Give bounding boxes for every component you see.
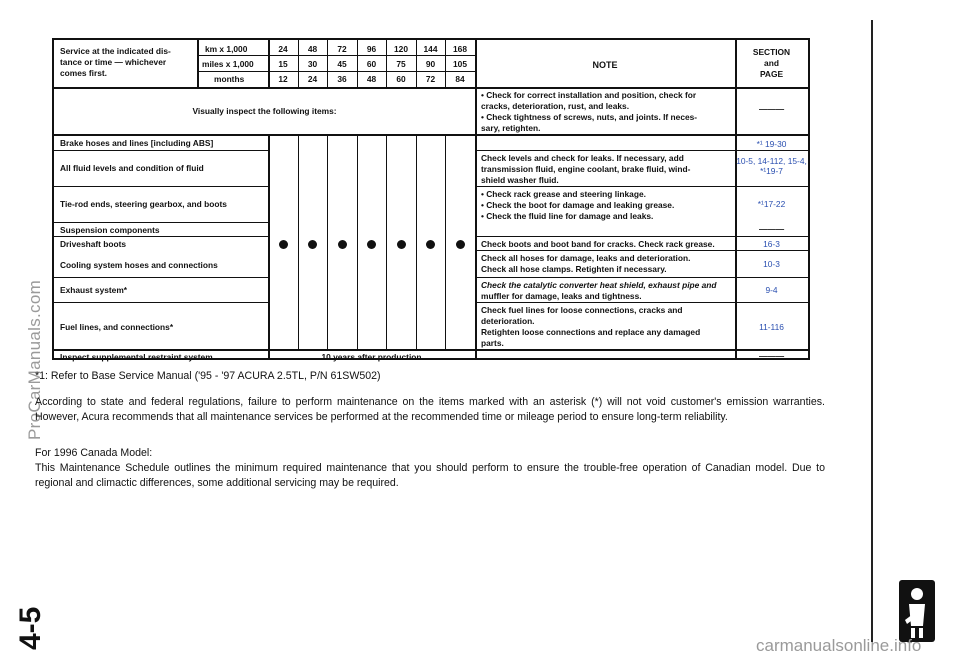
note-line: Check levels and check for leaks. If necessary, add [481, 153, 684, 163]
general-section-dash: ——— [758, 104, 785, 114]
km-value: 48 [307, 44, 318, 54]
km-value: 168 [453, 44, 467, 54]
watermark-carmanualsonline: carmanualsonline.info [756, 636, 922, 655]
miles-value: 90 [425, 59, 436, 69]
item-label: All fluid levels and condition of fluid [60, 163, 204, 173]
note-line: • Check rack grease and steering linkage. [481, 189, 646, 199]
service-dot [338, 240, 347, 249]
months-value: 48 [366, 74, 377, 84]
item-label: Tie-rod ends, steering gearbox, and boots [60, 199, 227, 209]
section-header-1: SECTION [752, 47, 791, 57]
note-line: shield washer fluid. [481, 175, 559, 185]
item-label: Fuel lines, and connections* [60, 322, 174, 332]
section-page: 10-3 [763, 259, 780, 269]
note-line: • Check the boot for damage and leaking grease. [481, 200, 675, 210]
note-line: deterioration. [481, 316, 535, 326]
service-dot [367, 240, 376, 249]
page-number: 4-5 [14, 606, 47, 650]
km-value: 144 [423, 44, 438, 54]
general-note-line: • Check for correct installation and position, check for [481, 90, 697, 100]
item-label: Cooling system hoses and connections [60, 260, 218, 270]
service-header-line-1: Service at the indicated dis- [60, 46, 171, 56]
item-label: Brake hoses and lines [including ABS] [60, 138, 214, 148]
section-page: ——— [758, 224, 785, 234]
months-value: 36 [337, 74, 347, 84]
note-line: transmission fluid, engine coolant, brake fluid, wind- [481, 164, 691, 174]
section-page: *¹17-22 [757, 199, 786, 209]
section-page: *¹ 19-30 [756, 139, 787, 149]
section-page: 11-116 [759, 322, 784, 332]
months-value: 84 [455, 74, 465, 84]
miles-value: 30 [307, 59, 318, 69]
section-header-2: and [764, 58, 779, 68]
months-value: 72 [425, 74, 436, 84]
item-label: Exhaust system* [60, 285, 128, 295]
section-page: 16-3 [763, 239, 780, 249]
section-page: 9-4 [765, 285, 778, 295]
note-line: Check all hoses for damage, leaks and deterioration. [481, 253, 691, 263]
note-line: Check boots and boot band for cracks. Check rack grease. [481, 239, 715, 249]
service-header-line-3: comes first. [60, 68, 108, 78]
item-label: Suspension components [60, 225, 160, 235]
service-dot [308, 240, 317, 249]
miles-value: 15 [278, 59, 288, 69]
miles-value: 60 [366, 59, 377, 69]
section-page: 10-5, 14-112, 15-4, *¹19-7 [736, 156, 807, 176]
row-label-miles: miles x 1,000 [202, 59, 254, 69]
maintenance-schedule-table [52, 38, 810, 360]
months-value: 24 [307, 74, 318, 84]
footnote: *1: Refer to Base Service Manual ('95 - '97 ACURA 2.5TL, P/N 61SW502) [35, 370, 381, 382]
miles-value: 45 [337, 59, 347, 69]
watermark-procarmanuals: ProCarManuals.com [25, 279, 44, 440]
item-label: Driveshaft boots [60, 239, 127, 249]
note-line: Check fuel lines for loose connections, cracks and [481, 305, 683, 315]
service-dot [426, 240, 435, 249]
note-line: parts. [481, 338, 504, 348]
section-header-3: PAGE [759, 69, 784, 79]
note-line: • Check the fluid line for damage and leaks. [481, 211, 654, 221]
miles-value: 75 [396, 59, 406, 69]
srs-interval: 10 years after production [321, 352, 422, 362]
service-header-line-2: tance or time — whichever [60, 57, 167, 67]
miles-value: 105 [453, 59, 467, 69]
general-note-line: sary, retighten. [481, 123, 541, 133]
km-value: 24 [278, 44, 288, 54]
canada-model-heading: For 1996 Canada Model: [35, 447, 153, 459]
km-value: 96 [366, 44, 377, 54]
mechanic-logo-icon [899, 580, 935, 642]
right-margin-rule [871, 20, 873, 642]
item-label: Inspect supplemental restraint system [60, 352, 213, 362]
note-line: Check the catalytic converter heat shield, exhaust pipe and [481, 280, 717, 290]
note-line: muffler for damage, leaks and tightness. [481, 291, 642, 301]
note-header: NOTE [592, 60, 618, 70]
general-note-line: cracks, deterioration, rust, and leaks. [481, 101, 630, 111]
months-value: 12 [278, 74, 288, 84]
section-page: ——— [758, 351, 785, 361]
note-line: Retighten loose connections and replace any damaged [481, 327, 701, 337]
months-value: 60 [396, 74, 406, 84]
emission-warranty-paragraph: According to state and federal regulations, failure to perform maintenance on the items marked with an asterisk (*) will not void customer's emission warranties. However, Acura recommends that all maintenance services be performed at the recommended time or mileage period to ensure long-term reliability. [35, 396, 825, 423]
km-value: 120 [394, 44, 408, 54]
row-label-months: months [214, 74, 245, 84]
row-label-km: km x 1,000 [205, 44, 248, 54]
service-dot [279, 240, 288, 249]
general-note-line: • Check tightness of screws, nuts, and joints. If neces- [481, 112, 698, 122]
visual-inspect-heading: Visually inspect the following items: [192, 106, 337, 116]
canada-model-paragraph: This Maintenance Schedule outlines the minimum required maintenance that you should perform to ensure the trouble-free operation of Canadian model. Due to regional and climactic differences, some additional servicing may be required. [35, 462, 825, 489]
service-dot [397, 240, 406, 249]
service-dot [456, 240, 465, 249]
km-value: 72 [337, 44, 347, 54]
note-line: Check all hose clamps. Retighten if necessary. [481, 264, 667, 274]
